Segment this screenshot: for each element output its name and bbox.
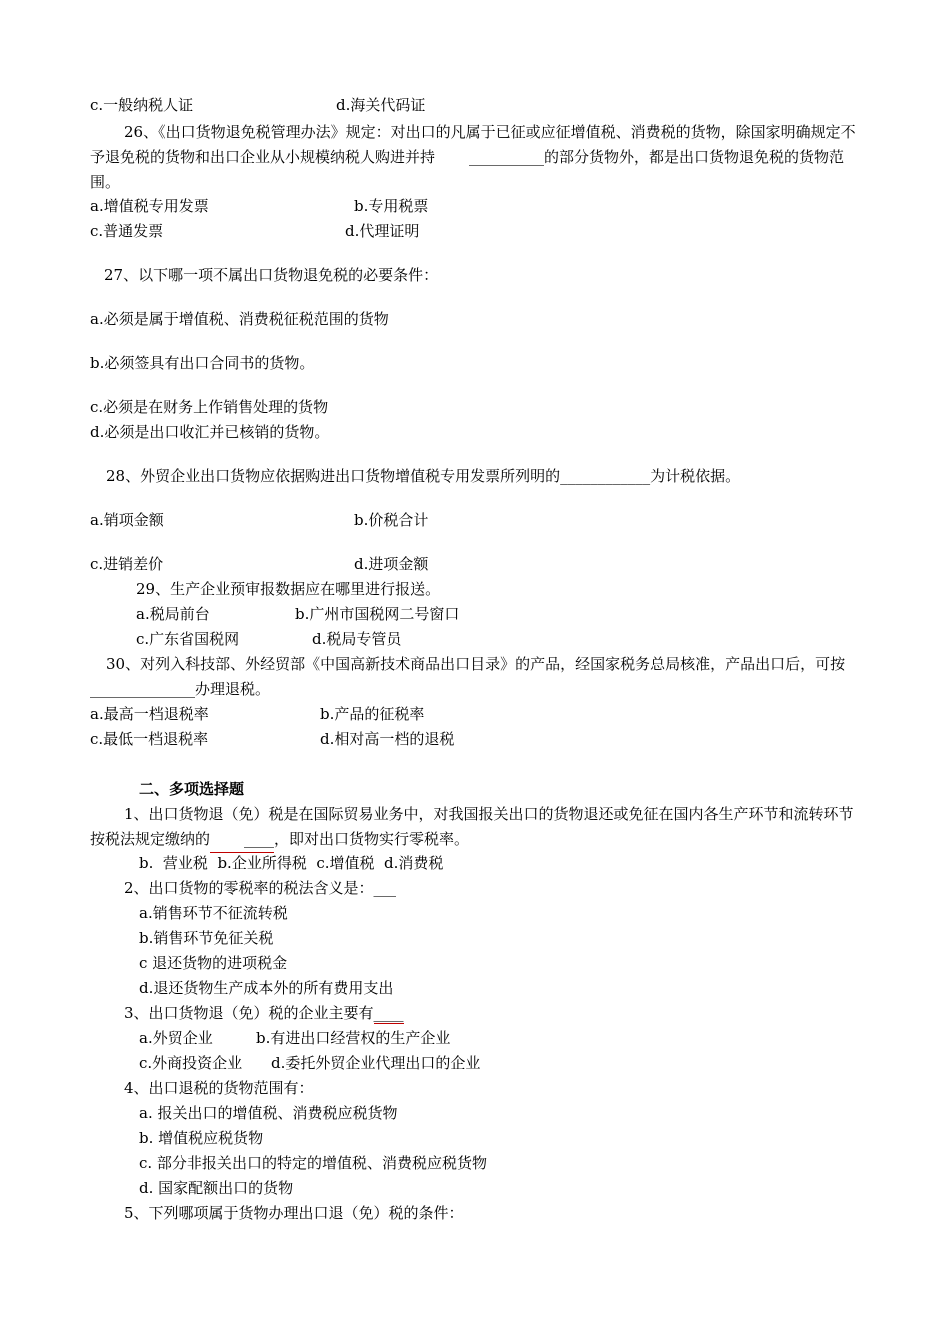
q29-option-b: b.广州市国税网二号窗口 — [295, 605, 460, 623]
q29-option-a: a.税局前台 — [136, 605, 210, 623]
q28-option-d: d.进项金额 — [354, 555, 429, 573]
m3-blank: ____ — [373, 1004, 404, 1022]
q30-text-b: 办理退税。 — [195, 680, 271, 698]
q26-text — [90, 120, 860, 195]
q29-option-d: d.税局专管员 — [312, 630, 402, 648]
q26-text-a: 26、《出口货物退免税管理办法》规定：对出口的凡属于已征或应征增值税、消费税的货物，除国家明确规定不予退免税的货物和出口企业从小规模纳税人购进并持 — [90, 123, 856, 166]
m3-text — [124, 1003, 404, 1023]
q25-option-d: d.海关代码证 — [336, 96, 426, 114]
q26-option-d: d.代理证明 — [345, 222, 420, 240]
q26-option-a: a.增值税专用发票 — [90, 197, 209, 215]
q30-option-c: c.最低一档退税率 — [90, 730, 209, 748]
m3-option-a: a.外贸企业 — [139, 1029, 213, 1047]
m1-text — [90, 802, 860, 853]
m2-option-b: b.销售环节免征关税 — [139, 929, 274, 947]
q28-blank: ____________ — [560, 467, 651, 485]
m2-option-c: c 退还货物的进项税金 — [139, 954, 288, 972]
m1-options: b. 营业税 b.企业所得税 c.增值税 d.消费税 — [139, 854, 444, 872]
q30-option-d: d.相对高一档的退税 — [320, 730, 455, 748]
m3-text-a: 3、出口货物退（免）税的企业主要有 — [124, 1004, 374, 1022]
q28-text-a: 28、外贸企业出口货物应依据购进出口货物增值税专用发票所列明的 — [106, 467, 561, 485]
q26-blank: __________ — [469, 148, 545, 166]
m1-text-a: 1、出口货物退（免）税是在国际贸易业务中，对我国报关出口的货物退还或免征在国内各生产环节和流转环节按税法规定缴纳的 — [90, 805, 854, 848]
q26-option-b: b.专用税票 — [354, 197, 429, 215]
m5-text: 5、下列哪项属于货物办理出口退（免）税的条件： — [124, 1204, 464, 1222]
q28-option-a: a.销项金额 — [90, 511, 164, 529]
q27-option-c: c.必须是在财务上作销售处理的货物 — [90, 398, 329, 416]
q28-option-c: c.进销差价 — [90, 555, 164, 573]
m4-option-c: c. 部分非报关出口的特定的增值税、消费税应税货物 — [139, 1154, 487, 1172]
m3-option-d: d.委托外贸企业代理出口的企业 — [271, 1054, 481, 1072]
q27-option-d: d.必须是出口收汇并已核销的货物。 — [90, 423, 330, 441]
q28-option-b: b.价税合计 — [354, 511, 429, 529]
q29-text: 29、生产企业预审报数据应在哪里进行报送。 — [136, 580, 441, 598]
m4-text: 4、出口退税的货物范围有： — [124, 1079, 314, 1097]
m3-option-b: b.有进出口经营权的生产企业 — [256, 1029, 451, 1047]
m4-option-a: a. 报关出口的增值税、消费税应税货物 — [139, 1104, 398, 1122]
q26-option-c: c.普通发票 — [90, 222, 164, 240]
q29-option-c: c.广东省国税网 — [136, 630, 240, 648]
q30-text — [90, 652, 860, 702]
q30-option-b: b.产品的征税率 — [320, 705, 425, 723]
q26-text-b: 的部分货物外，都是出口货物退免税的货物范围。 — [90, 148, 845, 191]
section-heading: 二、多项选择题 — [139, 780, 245, 798]
q28-text-b: 为计税依据。 — [650, 467, 741, 485]
q27-text: 27、以下哪一项不属出口货物退免税的必要条件： — [104, 266, 439, 284]
q30-option-a: a.最高一档退税率 — [90, 705, 209, 723]
m3-option-c: c.外商投资企业 — [139, 1054, 243, 1072]
m2-text: 2、出口货物的零税率的税法含义是：___ — [124, 879, 397, 897]
q25-option-c: c.一般纳税人证 — [90, 96, 194, 114]
m4-option-b: b. 增值税应税货物 — [139, 1129, 264, 1147]
m1-text-b: ，即对出口货物实行零税率。 — [274, 830, 470, 848]
q27-option-a: a.必须是属于增值税、消费税征税范围的货物 — [90, 310, 389, 328]
q30-blank: ______________ — [90, 680, 195, 698]
m2-option-d: d.退还货物生产成本外的所有费用支出 — [139, 979, 394, 997]
m2-option-a: a.销售环节不征流转税 — [139, 904, 288, 922]
q30-text-a: 30、对列入科技部、外经贸部《中国高新技术商品出口目录》的产品，经国家税务总局核准，产品出口后，可按 — [106, 655, 846, 673]
q28-text — [106, 466, 740, 486]
m4-option-d: d. 国家配额出口的货物 — [139, 1179, 294, 1197]
m1-blank: ____ — [210, 827, 274, 853]
q27-option-b: b.必须签具有出口合同书的货物。 — [90, 354, 315, 372]
